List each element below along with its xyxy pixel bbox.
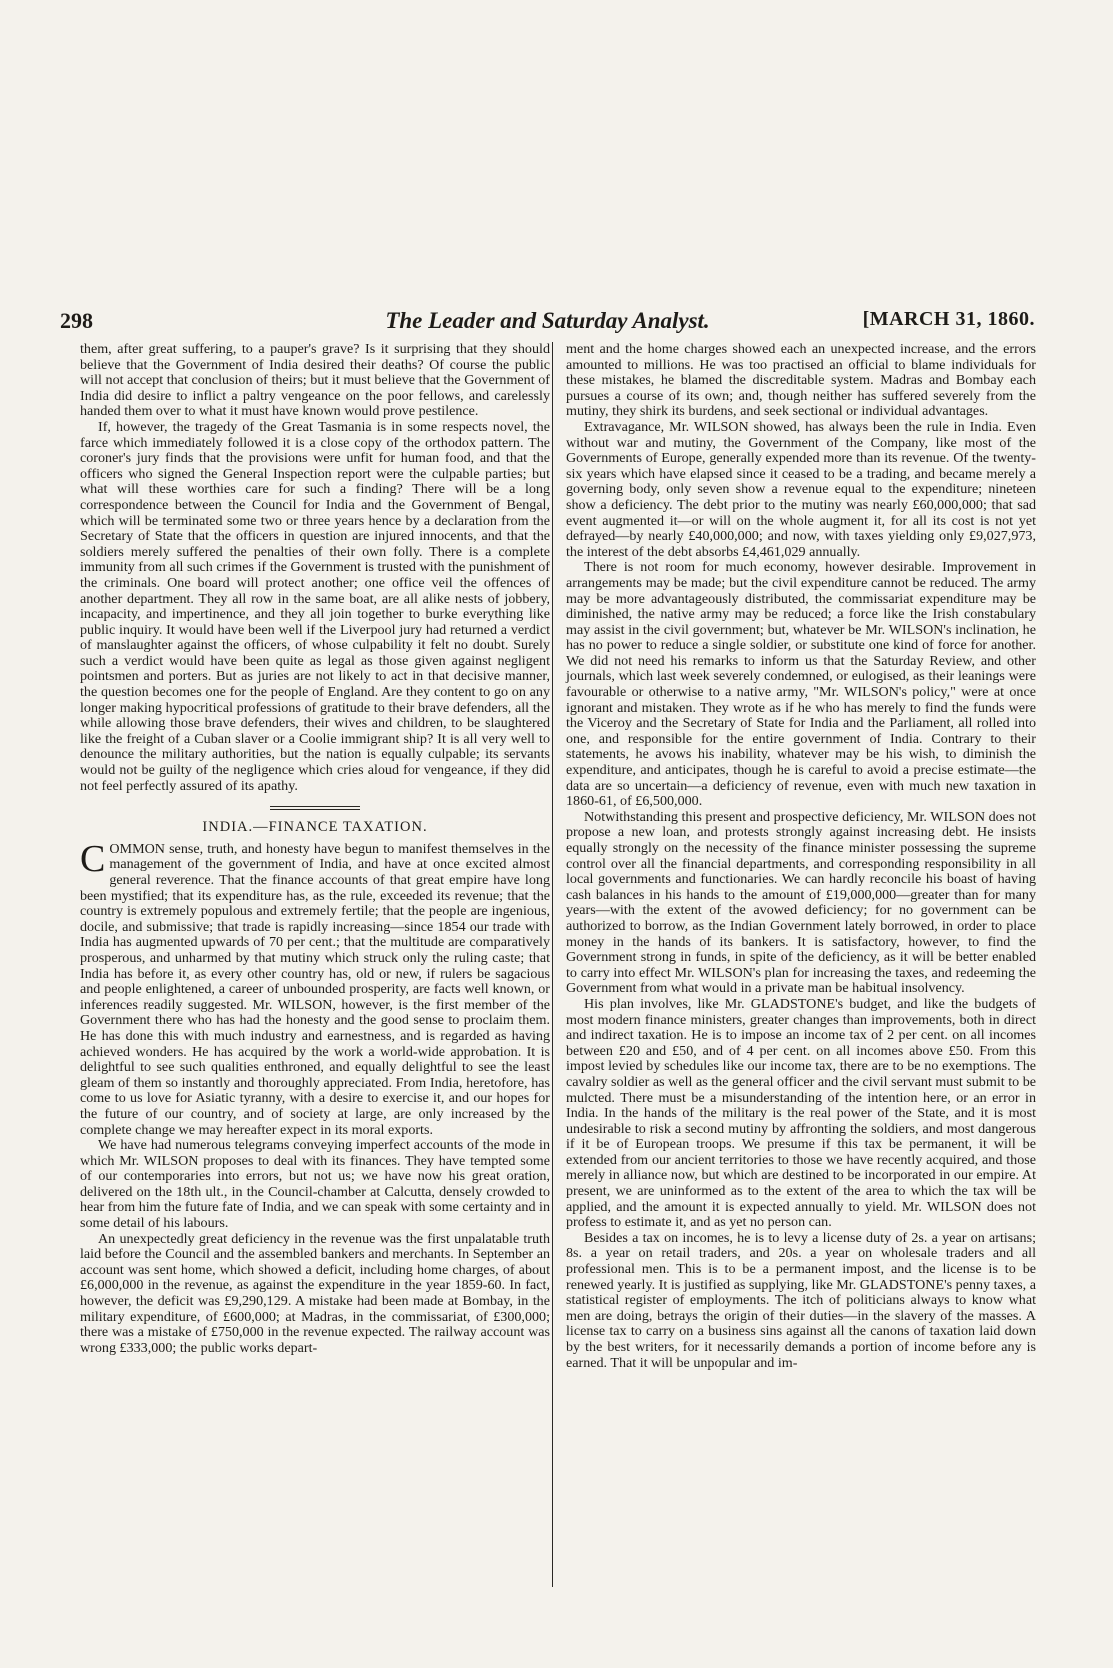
section-heading: INDIA.—FINANCE TAXATION.	[202, 819, 428, 836]
dropcap: C	[80, 837, 106, 880]
paragraph: If, however, the tragedy of the Great Tasmania is in some respects novel, the farce which immediately followed it is a close copy of the orthodox pattern. The coroner's jury finds that the provisions were unfit for human food, and that the officers who signed the General Inspection report were the culpable parties; but what will these worthies care for such a finding? There will be a long correspondence between the Council for India and the Government of Bengal, which will be terminated some two or three years hence by a declaration from the Secretary of State that the officers in question are injured innocents, and that the soldiers merely suffered the penalties of their own folly. There is a complete immunity from all such crimes if the Government is trusted with the punishment of the criminals. One board will protect another; one office veil the offences of another department. They all row in the same boat, are all alike nests of jobbery, incapacity, and impertinence, and they all join together to burke everything like public inquiry. It would have been well if the Liverpool jury had returned a verdict of manslaughter against the officers, of whose culpability it felt no doubt. Surely such a verdict would have been quite as legal as those given against negligent pointsmen and porters. But as juries are not likely to act in that decisive manner, the question becomes one for the people of England. Are they content to go on any longer making hypocritical professions of gratitude to their brave defenders, all the while allowing those brave defenders, their wives and children, to be slaughtered like the freight of a Cuban slaver or a Coolie immigrant ship? It is all very well to denounce the military authorities, but the nation is equally culpable; its servants would not be guilty of the negligence which cries aloud for vengeance, if they did not feel perfectly assured of its apathy.	[80, 418, 550, 794]
paragraph: An unexpectedly great deficiency in the revenue was the first unpalatable truth laid before the Council and the assembled bankers and merchants. In September an account was sent home, which showed a deficit, including home charges, of about £6,000,000 in the revenue, as against the expenditure in the year 1859-60. In fact, however, the deficit was £9,290,129. A mistake had been made at Bombay, in the military expenditure, of £600,000; at Madras, in the commissariat, of £300,000; there was a mistake of £750,000 in the revenue expected. The railway account was wrong £333,000; the public works depart-	[80, 1230, 550, 1356]
lead-paragraph-text: OMMON sense, truth, and honesty have begun to manifest themselves in the management of the government of India, and have at once excited almost general reverence. That the finance accounts of that great empire have long been mystified; that its expenditure has, as the rule, exceeded its revenue; that the country is extremely populous and extremely fertile; that the people are ingenious, docile, and submissive; that trade is rapidly increasing—since 1854 our trade with India has augmented upwards of 70 per cent.; that the multitude are comparatively prosperous, and unharmed by that mutiny which struck only the ruling caste; that India has before it, as every other country has, old or new, if rulers be sagacious and people enlightened, a career of unbounded prosperity, are facts well known, or inferences readily suggested. Mr. WILSON, however, is the first member of the Government there who has had the honesty and the good sense to proclaim them. He has done this with much industry and earnestness, and is regarded as having achieved wonders. He has acquired by the work a world-wide approbation. It is delightful to see such qualities enthroned, and equally delightful to see the least gleam of them so instantly and thoroughly appreciated. From India, heretofore, has come to us love for Asiatic tyranny, with a desire to exercise it, and our hopes for the future of our country, and of society at large, are only increased by the complete change we may hereafter expect in its moral exports.	[80, 840, 550, 1138]
right-column	[566, 342, 1036, 1371]
issue-date: [MARCH 31, 1860.	[862, 308, 1035, 330]
page-number: 298	[60, 308, 93, 333]
page-header	[60, 308, 1035, 338]
journal-title: The Leader and Saturday Analyst.	[385, 308, 710, 333]
left-column	[80, 342, 550, 1356]
lead-paragraph	[80, 837, 550, 1138]
section-divider	[270, 806, 360, 810]
paragraph: There is not room for much economy, however desirable. Improvement in arrangements may be made; but the civil expenditure cannot be reduced. The army may be more advantageously distributed, the commissariat expenditure may be diminished, the native army may be reduced; a force like the Irish constabulary may assist in the civil government; but, whatever be Mr. WILSON's inclination, he has no power to reduce a single soldier, or substitute one kind of force for another. We did not need his remarks to inform us that the Saturday Review, and other journals, which last week severely condemned, or eulogised, as their leanings were favourable or otherwise to a native army, "Mr. WILSON's policy," were at once ignorant and mistaken. They wrote as if he who has merely to find the funds were the Viceroy and the Secretary of State for India and the Parliament, all rolled into one, and responsible for the entire government of India. Contrary to their statements, he avows his inability, whatever may be his wish, to diminish the expenditure, and anticipates, though he is careful to avoid a precise estimate—the data are so uncertain—a deficiency of revenue, even with much new taxation in 1860-61, of £6,500,000.	[566, 559, 1036, 810]
paragraph: Besides a tax on incomes, he is to levy a license duty of 2s. a year on artisans; 8s. a year on retail traders, and 20s. a year on wholesale traders and all professional men. This is to be a permanent impost, and the license is to be renewed yearly. It is justified as supplying, like Mr. GLADSTONE's penny taxes, a statistical register of employments. The itch of politicians always to know what men are doing, betrays the origin of their duties—in the slavery of the masses. A license tax to carry on a business sins against all the canons of taxation laid down by the best writers, for it necessarily demands a portion of income before any is earned. That it will be unpopular and im-	[566, 1229, 1036, 1371]
paragraph: Notwithstanding this present and prospective deficiency, Mr. WILSON does not propose a new loan, and protests strongly against increasing debt. He insists equally strongly on the necessity of the finance minister possessing the supreme control over all the financial departments, and corresponding responsibility in all local governments and functionaries. We can hardly reconcile his boast of having cash balances in his hands to the amount of £19,000,000—greater than for many years—with the extent of the avowed deficiency; for no government can be authorized to borrow, as the Indian Government lately borrowed, in order to place money in the hands of its bankers. It is satisfactory, however, to find the Government strong in funds, in spite of the deficiency, as it will be better enabled to carry into effect Mr. WILSON's plan for increasing the taxes, and redeeming the Government from what would in a private man be habitual insolvency.	[566, 808, 1036, 997]
paragraph: them, after great suffering, to a pauper's grave? Is it surprising that they should believe that the Government of India desired their deaths? Of course the public will not accept that conclusion of theirs; but it must believe that the Government of India did desire to inflict a paltry vengeance on the poor fellows, and carelessly handed them over to what it must have known would prove pestilence.	[80, 341, 550, 420]
paragraph: We have had numerous telegrams conveying imperfect accounts of the mode in which Mr. WILSON proposes to deal with its finances. They have tempted some of our contemporaries into errors, but not us; we have now his great oration, delivered on the 18th ult., in the Council-chamber at Calcutta, densely crowded to hear from him the future fate of India, and we can speak with some certainty and in some detail of his labours.	[80, 1137, 551, 1232]
paragraph: ment and the home charges showed each an unexpected increase, and the errors amounted to millions. He was too practised an official to blame individuals for these mistakes, he blamed the discreditable system. Madras and Bombay each pursues a course of its own; and, though neither has suffered severely from the mutiny, they shirk its burdens, and seek sectional or individual advantages.	[566, 341, 1036, 420]
paragraph: Extravagance, Mr. WILSON showed, has always been the rule in India. Even without war and mutiny, the Government of the Company, like most of the Governments of Europe, generally expended more than its revenue. Of the twenty-six years which have elapsed since it ceased to be a trading, and became merely a governing body, only seven show a revenue equal to the expenditure; nineteen show a deficiency. The debt prior to the mutiny was nearly £60,000,000; that sad event augmented it—or will on the whole augment it, for all its cost is not yet defrayed—by nearly £40,000,000; and now, with taxes yielding only £9,027,973, the interest of the debt absorbs £4,461,029 annually.	[566, 418, 1036, 560]
column-divider	[552, 342, 553, 1587]
paragraph: His plan involves, like Mr. GLADSTONE's budget, and like the budgets of most modern finance ministers, greater changes than improvements, both in direct and indirect taxation. He is to impose an income tax of 2 per cent. on all incomes between £20 and £50, and of 4 per cent. on all incomes above £50. From this impost levied by schedules like our income tax, there are to be no exemptions. The cavalry soldier as well as the general officer and the civil servant must submit to be mulcted. There must be a misunderstanding of the intention here, or an error in India. In the hands of the military is the real power of the State, and it is most undesirable to risk a second mutiny by affronting the soldiers, and most dangerous if it be of European troops. We presume if this tax be permanent, it will be extended from our ancient territories to those we have recently acquired, and those merely in alliance now, but which are destined to be incorporated in our empire. At present, we are uninformed as to the extent of the area to which the tax will be applied, and the amount it is expected annually to yield. Mr. WILSON does not profess to estimate it, and as yet no person can.	[566, 995, 1036, 1231]
